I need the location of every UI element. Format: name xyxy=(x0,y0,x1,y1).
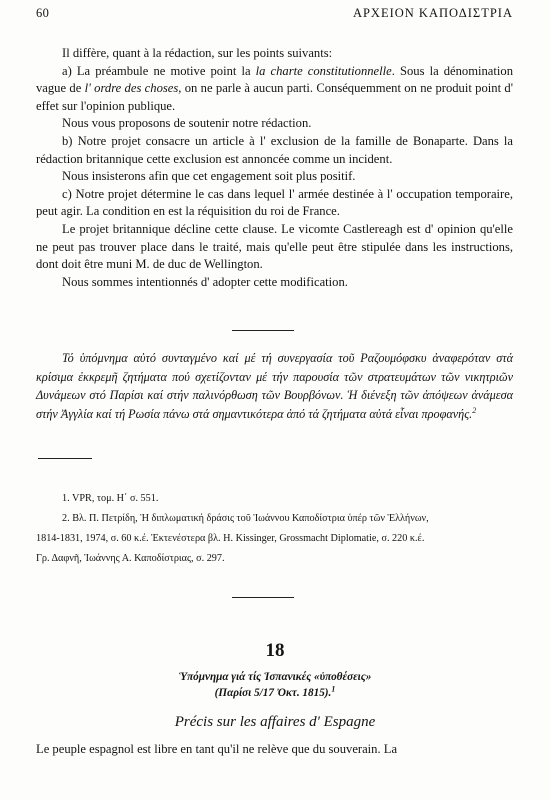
footnote-2-line-3: Γρ. Δαφνῆ, Ἰωάννης Α. Καποδίστριας, σ. 297. xyxy=(36,553,225,564)
footnotes xyxy=(36,489,513,569)
paragraph-propose: Nous vous proposons de soutenir notre rédaction. xyxy=(62,116,312,131)
footnote-2-line-1: 2. Βλ. Π. Πετρίδη, Ἡ διπλωματική δράσις τοῦ Ἰωάννου Καποδίστρια ὑπέρ τῶν Ἑλλήνων, xyxy=(62,513,429,524)
paragraph-insist: Nous insisterons afin que cet engagement soit plus positif. xyxy=(62,169,356,184)
footnote-ref-1: 1 xyxy=(331,684,336,694)
point-a-text-end: , on ne parle à aucun parti. Conséquemment on ne produit point d' effet sur l'opinion publique. xyxy=(36,81,513,113)
footnote-1: 1. VPR, τομ. Η΄ σ. 551. xyxy=(62,493,159,504)
document-date: (Παρίσι 5/17 Ὀκτ. 1815). xyxy=(214,687,332,699)
paragraph-intend: Nous sommes intentionnés d' adopter cette modification. xyxy=(62,274,348,289)
point-a-emphasis-ordre: l' ordre des choses xyxy=(84,81,179,96)
point-a-text-middle: . Sous la dénomination vague de xyxy=(36,63,513,96)
document-title: Précis sur les affaires d' Espagne xyxy=(174,714,376,730)
section-divider xyxy=(232,597,294,598)
document-subtitle-line-2 xyxy=(0,685,550,701)
point-a-text-start: a) La préambule ne motive point la xyxy=(62,63,256,78)
paragraph-point-a xyxy=(36,63,513,116)
footnote-divider xyxy=(38,458,92,459)
section-divider xyxy=(232,330,294,331)
greek-commentary xyxy=(36,349,513,423)
point-a-emphasis-charte: la charte constitutionnelle xyxy=(255,63,392,78)
page-header xyxy=(36,6,513,21)
paragraph-point-c: c) Notre projet détermine le cas dans lequel l' armée destinée à l' occupation temporaire, peut agir. La condition en est la réquisition du roi de France. xyxy=(36,186,513,219)
paragraph-intro: Il diffère, quant à la rédaction, sur les points suivants: xyxy=(62,46,333,60)
document-body-first-line: Le peuple espagnol est libre en tant qu'il ne relève que du souverain. La xyxy=(36,742,398,756)
document-subtitle xyxy=(0,669,550,701)
document-subtitle-line-1: Ὑπόμνημα γιά τίς Ἱσπανικές «ὑποθέσεις» xyxy=(178,671,372,683)
greek-commentary-text: Τό ὑπόμνημα αὐτό συνταγμένο καί μέ τή συνεργασία τοῦ Ραζουμόφσκυ ἀναφερόταν στά κρίσιμα ἐκκρεμῆ ζητήματα πού σχετίζονταν μέ τήν παρουσία τῶν στρατευμάτων τῶν νικητριῶν Δυνάμεων στό Παρίσι καί στήν παλινόρθωση τῶν Βουρβόνων. Ἡ διένεξη τῶν ἀπόψεων ἀνάμεσα στήν Ἀγγλία καί τή Ρωσία πάνω στά σημαντικότερα ἀπό τά ζητήματα αὐτά εἶναι προφανής. xyxy=(36,351,513,421)
paragraph-point-b: b) Notre projet consacre un article à l' exclusion de la famille de Bonaparte. Dans la rédaction britannique cette exclusion est annoncée comme un incident. xyxy=(36,133,513,166)
paragraph-british-project: Le projet britannique décline cette clause. Le vicomte Castlereagh est d' opinion qu'elle ne peut pas trouver place dans le traité, mais qu'elle peut être stipulée dans les instructions, dont doit être muni M. de duc de Wellington. xyxy=(36,221,513,272)
document-number: 18 xyxy=(265,640,285,661)
running-title: ΑΡΧΕΙΟΝ ΚΑΠΟΔΙΣΤΡΙΑ xyxy=(352,6,513,20)
footnote-2-line-2: 1814-1831, 1974, σ. 60 κ.έ. Ἐκτενέστερα βλ. H. Kissinger, Grossmacht Diplomatie, σ. 220 κ.έ. xyxy=(36,533,425,544)
french-memorandum-text xyxy=(36,45,513,291)
footnote-ref-2: 2 xyxy=(472,405,477,415)
page-number: 60 xyxy=(36,6,50,20)
